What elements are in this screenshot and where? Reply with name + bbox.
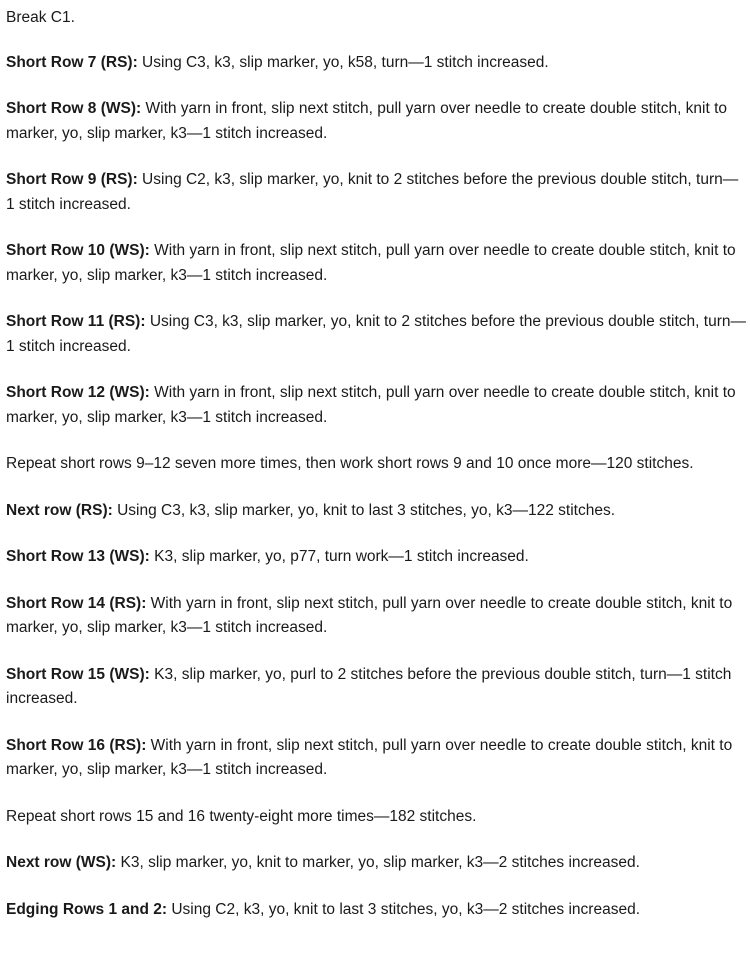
instruction-text: With yarn in front, slip next stitch, pull yarn over needle to create double stitch, knit to marker, yo, slip marker, k3—1 stitch increased. — [6, 242, 736, 284]
instruction-label: Next row (RS): — [6, 501, 113, 519]
instruction-short-row-11 — [6, 310, 746, 359]
instruction-short-row-14 — [6, 592, 746, 641]
instruction-label: Short Row 16 (RS): — [6, 736, 147, 754]
instruction-text: With yarn in front, slip next stitch, pull yarn over needle to create double stitch, knit to marker, yo, slip marker, k3—1 stitch increased. — [6, 736, 733, 778]
instruction-text: With yarn in front, slip next stitch, pull yarn over needle to create double stitch, knit to marker, yo, slip marker, k3—1 stitch increased. — [6, 384, 736, 426]
instruction-label: Short Row 8 (WS): — [6, 100, 142, 117]
instruction-short-row-10 — [6, 239, 746, 288]
instruction-edging-rows — [6, 898, 746, 923]
instruction-label: Short Row 15 (WS): — [6, 665, 150, 683]
instruction-repeat-15-16 — [6, 805, 746, 830]
instruction-text: Using C2, k3, slip marker, yo, knit to 2 stitches before the previous double stitch, turn—1 stitch increased. — [6, 171, 739, 213]
pattern-instructions — [6, 6, 746, 944]
instruction-text: Break C1. — [6, 9, 75, 26]
instruction-label: Short Row 14 (RS): — [6, 594, 147, 612]
instruction-text: With yarn in front, slip next stitch, pull yarn over needle to create double stitch, knit to marker, yo, slip marker, k3—1 stitch increased. — [6, 594, 733, 636]
instruction-text: Using C3, k3, slip marker, yo, knit to 2 stitches before the previous double stitch, turn—1 stitch increased. — [6, 313, 746, 355]
instruction-text: Using C3, k3, slip marker, yo, knit to last 3 stitches, yo, k3—122 stitches. — [112, 501, 616, 519]
instruction-short-row-15 — [6, 663, 746, 712]
instruction-label: Short Row 9 (RS): — [6, 171, 138, 188]
instruction-label: Short Row 10 (WS): — [6, 242, 150, 259]
instruction-short-row-8 — [6, 97, 746, 146]
instruction-short-row-13 — [6, 545, 746, 570]
instruction-label: Next row (WS): — [6, 854, 117, 871]
instruction-text: Using C2, k3, yo, knit to last 3 stitches, yo, k3—2 stitches increased. — [167, 900, 641, 918]
instruction-label: Short Row 11 (RS): — [6, 313, 146, 330]
instruction-repeat-9-12 — [6, 452, 746, 477]
instruction-short-row-7 — [6, 51, 746, 76]
instruction-break-c1 — [6, 6, 746, 31]
instruction-short-row-16 — [6, 734, 746, 783]
instruction-label: Edging Rows 1 and 2: — [6, 900, 168, 918]
instruction-label: Short Row 7 (RS): — [6, 53, 138, 71]
instruction-text: Repeat short rows 9–12 seven more times, then work short rows 9 and 10 once more—120 stitches. — [6, 455, 694, 472]
instruction-short-row-12 — [6, 381, 746, 430]
instruction-next-row-ws — [6, 851, 746, 876]
instruction-text: Repeat short rows 15 and 16 twenty-eight more times—182 stitches. — [6, 807, 477, 825]
instruction-next-row-rs — [6, 499, 746, 524]
instruction-text: With yarn in front, slip next stitch, pull yarn over needle to create double stitch, knit to marker, yo, slip marker, k3—1 stitch increased. — [6, 100, 728, 142]
instruction-label: Short Row 13 (WS): — [6, 548, 150, 565]
instruction-text: K3, slip marker, yo, p77, turn work—1 stitch increased. — [149, 548, 529, 565]
instruction-short-row-9 — [6, 168, 746, 217]
instruction-text: K3, slip marker, yo, purl to 2 stitches before the previous double stitch, turn—1 stitch increased. — [6, 665, 732, 707]
instruction-text: Using C3, k3, slip marker, yo, k58, turn—1 stitch increased. — [137, 53, 549, 71]
instruction-label: Short Row 12 (WS): — [6, 384, 150, 401]
instruction-text: K3, slip marker, yo, knit to marker, yo, slip marker, k3—2 stitches increased. — [116, 854, 640, 871]
